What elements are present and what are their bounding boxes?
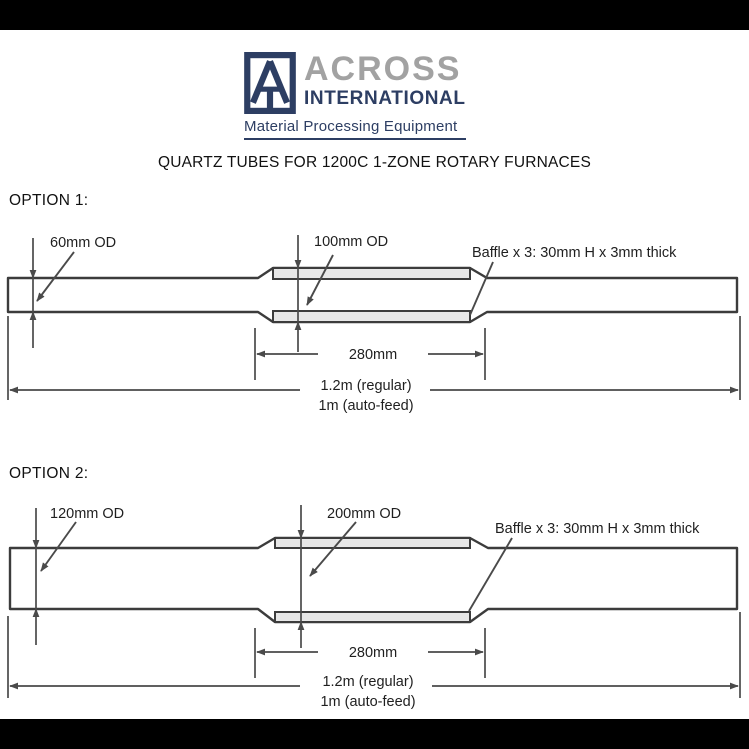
baffle-band-bottom bbox=[275, 612, 470, 622]
small-od-dimension bbox=[33, 235, 116, 348]
small-od-dimension bbox=[36, 506, 124, 645]
baffle-callout bbox=[470, 245, 677, 315]
baffle-band-top bbox=[273, 268, 470, 279]
logo-underline bbox=[244, 138, 466, 140]
baffle-label: Baffle x 3: 30mm H x 3mm thick bbox=[495, 521, 700, 537]
center-length-dimension bbox=[255, 628, 485, 678]
option-2-drawing bbox=[0, 495, 749, 719]
option-2-label: OPTION 2: bbox=[9, 465, 89, 482]
tube-outline bbox=[10, 538, 737, 622]
large-od-dimension bbox=[301, 505, 401, 648]
baffle-band-bottom bbox=[273, 311, 470, 322]
total-length-label-1: 1.2m (regular) bbox=[320, 378, 412, 394]
baffle-label: Baffle x 3: 30mm H x 3mm thick bbox=[472, 245, 677, 261]
center-length-label: 280mm bbox=[348, 347, 398, 363]
small-od-label: 120mm OD bbox=[50, 506, 125, 522]
total-length-label-2: 1m (auto-feed) bbox=[320, 694, 416, 710]
center-length-label: 280mm bbox=[348, 645, 398, 661]
large-od-label: 200mm OD bbox=[327, 506, 402, 522]
brand-name: ACROSS bbox=[304, 50, 462, 88]
large-od-dimension bbox=[298, 234, 388, 352]
top-black-bar bbox=[0, 0, 749, 30]
brand-tagline: Material Processing Equipment bbox=[244, 118, 458, 135]
total-length-dimension bbox=[8, 612, 740, 710]
option-1-label: OPTION 1: bbox=[9, 192, 89, 209]
total-length-label-1: 1.2m (regular) bbox=[322, 674, 414, 690]
total-length-label-2: 1m (auto-feed) bbox=[318, 398, 414, 414]
brand-subname: INTERNATIONAL bbox=[304, 88, 466, 109]
option-1-drawing bbox=[0, 225, 749, 425]
baffle-band-top bbox=[275, 538, 470, 548]
total-length-dimension bbox=[8, 316, 740, 414]
company-logo bbox=[244, 52, 466, 140]
small-od-label: 60mm OD bbox=[50, 235, 117, 251]
page-title: QUARTZ TUBES FOR 1200C 1-ZONE ROTARY FURNACES bbox=[157, 154, 592, 171]
large-od-label: 100mm OD bbox=[314, 234, 389, 250]
bottom-black-bar bbox=[0, 719, 749, 749]
across-a-arrow-icon bbox=[244, 52, 296, 114]
center-length-dimension bbox=[255, 328, 485, 380]
baffle-callout bbox=[469, 521, 700, 611]
